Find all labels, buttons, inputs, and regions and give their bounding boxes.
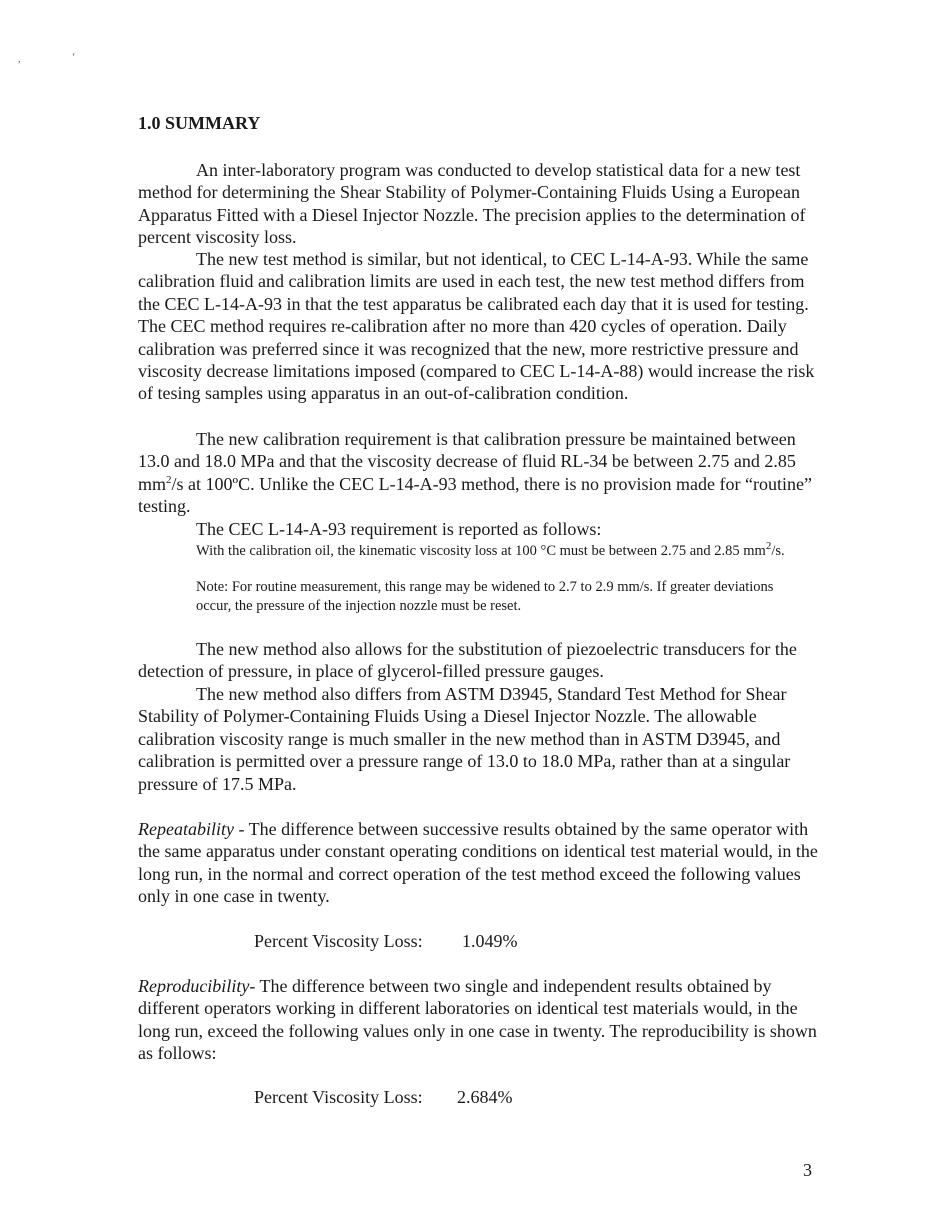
reproducibility-paragraph: [138, 975, 818, 1065]
page-number: 3: [803, 1160, 812, 1180]
repeatability-value-line: [254, 930, 518, 952]
scan-mark: ‘: [72, 52, 76, 63]
reproducibility-label: Percent Viscosity Loss:: [254, 1087, 423, 1107]
summary-paragraph-3: [138, 428, 818, 518]
summary-paragraph-1: An inter-laboratory program was conducted to develop statistical data for a new test method for determining the Shear Stability of Polymer-Containing Fluids Using a European Apparatus Fitted with a Diesel Injector Nozzle. The precision applies to the determination of percent viscosity loss.: [138, 160, 806, 248]
cec-text-b: /s.: [771, 543, 785, 559]
reproducibility-term: Reproducibility: [138, 976, 250, 996]
summary-paragraph-5: The new method also differs from ASTM D3945, Standard Test Method for Shear Stability of Polymer-Containing Fluids Using a Diesel Injector Nozzle. The allowable calibration viscosity range is much smaller in the new method than in ASTM D3945, and calibration is permitted over a pressure range of 13.0 to 18.0 MPa, rather than at a singular pressure of 17.5 MPa.: [138, 684, 791, 794]
calibration-text-a: The new calibration requirement is that calibration pressure be maintained between 13.0 and 18.0 MPa and that the viscosity decrease of fluid RL-34 be between 2.75 and 2.85 mm: [138, 429, 796, 494]
cec-requirement-heading: The CEC L-14-A-93 requirement is reported as follows:: [196, 519, 602, 539]
repeatability-paragraph: [138, 818, 818, 908]
summary-paragraph-4: The new method also allows for the substitution of piezoelectric transducers for the detection of pressure, in place of glycerol-filled pressure gauges.: [138, 639, 797, 682]
repeatability-label: Percent Viscosity Loss:: [254, 931, 423, 951]
cec-requirement-note: Note: For routine measurement, this range may be widened to 2.7 to 2.9 mm/s. If greater deviations occur, the pressure of the injection nozzle must be reset.: [196, 579, 774, 614]
cec-requirement-line: [196, 542, 796, 561]
repeatability-term: Repeatability: [138, 819, 234, 839]
reproducibility-text: - The difference between two single and independent results obtained by different operators working in different laboratories on identical test materials would, in the long run, exceed the following values only in one case in twenty. The reproducibility is shown as follows:: [138, 976, 817, 1064]
repeatability-text: - The difference between successive results obtained by the same operator with the same apparatus under constant operating conditions on identical test material would, in the long run, in the normal and correct operation of the test method exceed the following values only in one case in twenty.: [138, 819, 818, 907]
scan-mark: ,: [18, 54, 21, 65]
reproducibility-value-line: [254, 1086, 513, 1108]
section-heading: 1.0 SUMMARY: [138, 113, 261, 133]
summary-paragraph-2: The new test method is similar, but not identical, to CEC L-14-A-93. While the same calibration fluid and calibration limits are used in each test, the new test method differs from the CEC L-14-A-93 in that the test apparatus be calibrated each day that it is used for testing. The CEC method requires re-calibration after no more than 420 cycles of operation. Daily calibration was preferred since it was recognized that the new, more restrictive pressure and viscosity decrease limitations imposed (compared to CEC L-14-A-88) would increase the risk of tesing samples using apparatus in an out-of-calibration condition.: [138, 249, 815, 404]
superscript: 2: [765, 540, 772, 553]
reproducibility-value: 2.684%: [457, 1087, 513, 1107]
cec-text-a: With the calibration oil, the kinematic viscosity loss at 100 °C must be between 2.75 and 2.85 mm: [196, 543, 766, 559]
calibration-text-b: /s at 100ºC. Unlike the CEC L-14-A-93 method, there is no provision made for “routine” testing.: [138, 473, 812, 517]
superscript: 2: [166, 473, 172, 486]
repeatability-value: 1.049%: [462, 931, 518, 951]
